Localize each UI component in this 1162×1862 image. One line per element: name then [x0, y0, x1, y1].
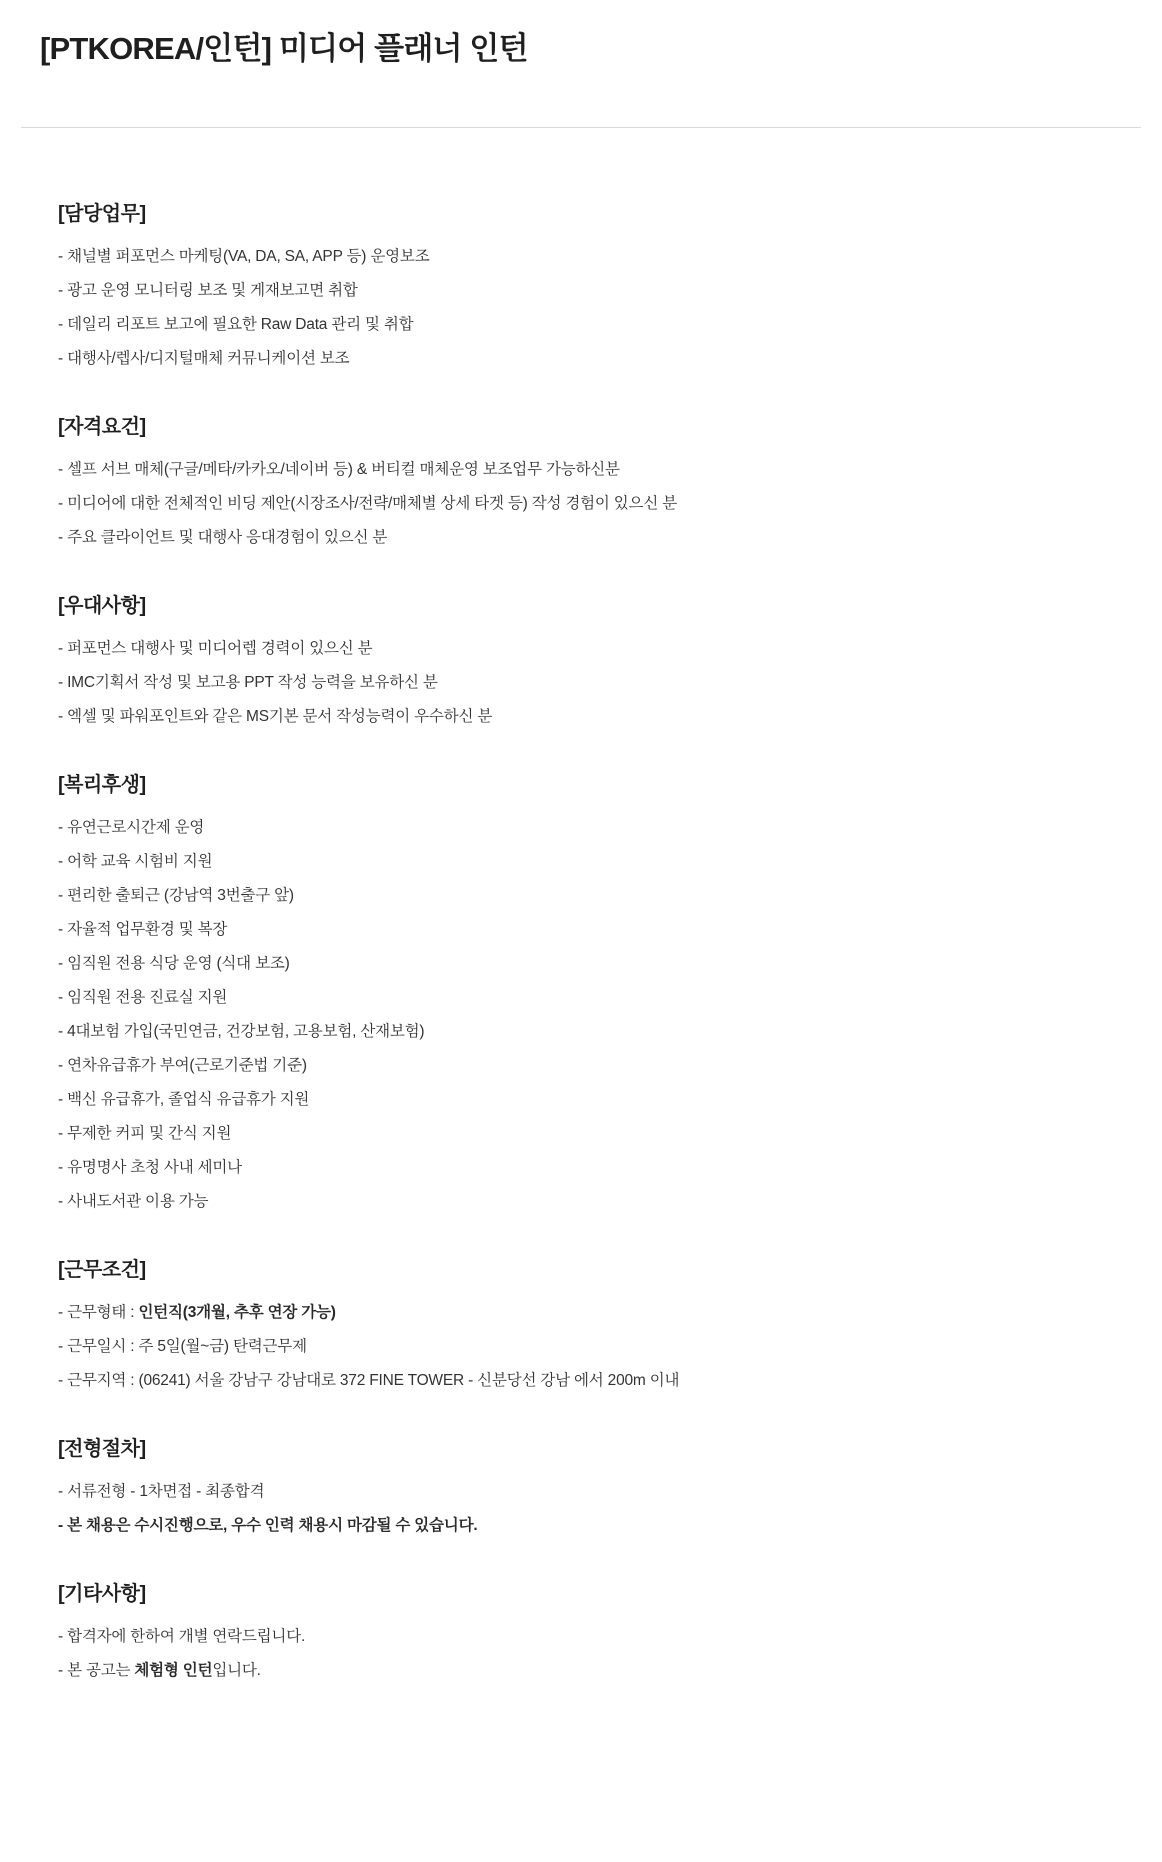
page-title: [PTKOREA/인턴] 미디어 플래너 인턴	[40, 31, 528, 66]
list-item	[58, 987, 1104, 1008]
text-run: - 합격자에 한하여 개별 연락드립니다.	[58, 1628, 306, 1645]
text-run: - 근무일시 : 주 5일(월~금) 탄력근무제	[58, 1338, 307, 1355]
list-item	[58, 1191, 1104, 1212]
job-posting-body	[0, 200, 1162, 1771]
list-item	[58, 1481, 1104, 1502]
section-header: [자격요건]	[58, 416, 146, 438]
text-run: - 유명명사 초청 사내 세미나	[58, 1159, 242, 1176]
section-header: [근무조건]	[58, 1259, 146, 1281]
list-item	[58, 459, 1104, 480]
section-items	[58, 246, 1104, 369]
section	[58, 1435, 1104, 1536]
list-item	[58, 953, 1104, 974]
list-item	[58, 1626, 1104, 1647]
bold-text-run: 인턴직(3개월, 추후 연장 가능)	[138, 1304, 336, 1321]
section-items	[58, 1481, 1104, 1536]
list-item	[58, 314, 1104, 335]
text-run: 입니다.	[212, 1662, 261, 1679]
text-run: - 광고 운영 모니터링 보조 및 게재보고면 취합	[58, 282, 358, 299]
text-run: - 어학 교육 시험비 지원	[58, 853, 213, 870]
text-run: - 4대보험 가입(국민연금, 건강보험, 고용보험, 산재보험)	[58, 1023, 425, 1040]
section-items	[58, 459, 1104, 548]
section	[58, 1580, 1104, 1681]
list-item	[58, 1123, 1104, 1144]
list-item	[58, 1021, 1104, 1042]
list-item	[58, 493, 1104, 514]
text-run: - 데일리 리포트 보고에 필요한 Raw Data 관리 및 취합	[58, 316, 414, 333]
section-header: [담당업무]	[58, 203, 146, 225]
text-run: - 백신 유급휴가, 졸업식 유급휴가 지원	[58, 1091, 310, 1108]
list-item	[58, 280, 1104, 301]
bold-text-run: 체험형 인턴	[134, 1662, 213, 1679]
list-item	[58, 638, 1104, 659]
section	[58, 1256, 1104, 1391]
section	[58, 413, 1104, 548]
text-run: - 미디어에 대한 전체적인 비딩 제안(시장조사/전략/매체별 상세 타겟 등) 작성 경험이 있으신 분	[58, 495, 677, 512]
list-item	[58, 246, 1104, 267]
list-item	[58, 527, 1104, 548]
list-item	[58, 1370, 1104, 1391]
text-run: - 서류전형 - 1차면접 - 최종합격	[58, 1483, 265, 1500]
list-item	[58, 817, 1104, 838]
text-run: - 임직원 전용 식당 운영 (식대 보조)	[58, 955, 290, 972]
section-items	[58, 1302, 1104, 1391]
text-run: - 채널별 퍼포먼스 마케팅(VA, DA, SA, APP 등) 운영보조	[58, 248, 430, 265]
section	[58, 592, 1104, 727]
section-items	[58, 1626, 1104, 1681]
section-header: [기타사항]	[58, 1583, 146, 1605]
text-run: - 퍼포먼스 대행사 및 미디어렙 경력이 있으신 분	[58, 640, 373, 657]
section	[58, 200, 1104, 369]
text-run: - 근무지역 : (06241) 서울 강남구 강남대로 372 FINE TOWER - 신분당선 강남 에서 200m 이내	[58, 1372, 680, 1389]
section-header: [전형절차]	[58, 1438, 146, 1460]
text-run: - 셀프 서브 매체(구글/메타/카카오/네이버 등) & 버티컬 매체운영 보조업무 가능하신분	[58, 461, 620, 478]
text-run: - 임직원 전용 진료실 지원	[58, 989, 228, 1006]
list-item	[58, 672, 1104, 693]
text-run: - 엑셀 및 파워포인트와 같은 MS기본 문서 작성능력이 우수하신 분	[58, 708, 493, 725]
section-items	[58, 817, 1104, 1212]
section	[58, 771, 1104, 1212]
section-items	[58, 638, 1104, 727]
section-header: [복리후생]	[58, 774, 146, 796]
list-item	[58, 348, 1104, 369]
text-run: - 주요 클라이언트 및 대행사 응대경험이 있으신 분	[58, 529, 388, 546]
text-run: - 편리한 출퇴근 (강남역 3번출구 앞)	[58, 887, 294, 904]
text-run: - 유연근로시간제 운영	[58, 819, 205, 836]
text-run: - 연차유급휴가 부여(근로기준법 기준)	[58, 1057, 307, 1074]
list-item	[58, 1660, 1104, 1681]
text-run: - 자율적 업무환경 및 복장	[58, 921, 228, 938]
text-run: - IMC기획서 작성 및 보고용 PPT 작성 능력을 보유하신 분	[58, 674, 438, 691]
section-header: [우대사항]	[58, 595, 146, 617]
list-item	[58, 1302, 1104, 1323]
text-run: - 무제한 커피 및 간식 지원	[58, 1125, 232, 1142]
list-item	[58, 885, 1104, 906]
text-run: - 근무형태 :	[58, 1304, 139, 1321]
list-item	[58, 706, 1104, 727]
list-item	[58, 1089, 1104, 1110]
list-item	[58, 919, 1104, 940]
bold-text-run: - 본 채용은 수시진행으로, 우수 인력 채용시 마감될 수 있습니다.	[58, 1517, 478, 1534]
list-item	[58, 1336, 1104, 1357]
list-item	[58, 1055, 1104, 1076]
text-run: - 대행사/렙사/디지털매체 커뮤니케이션 보조	[58, 350, 350, 367]
list-item	[58, 851, 1104, 872]
list-item	[58, 1157, 1104, 1178]
list-item	[58, 1515, 1104, 1536]
text-run: - 본 공고는	[58, 1662, 135, 1679]
text-run: - 사내도서관 이용 가능	[58, 1193, 209, 1210]
title-divider	[21, 127, 1141, 128]
